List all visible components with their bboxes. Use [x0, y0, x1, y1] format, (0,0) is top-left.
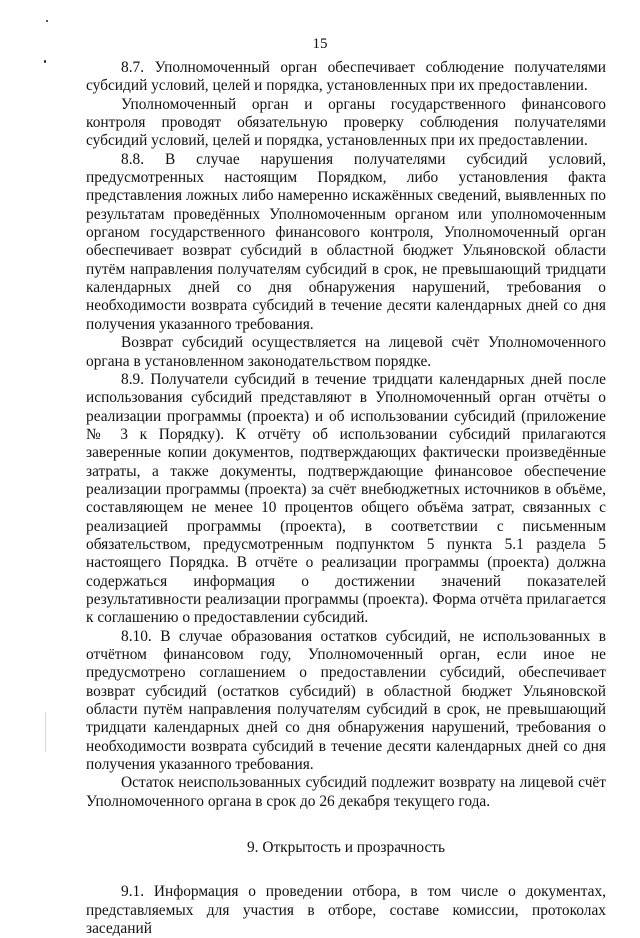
paragraph-8-7: 8.7. Уполномоченный орган обеспечивает соблюдение получателями субсидий условий, целей и порядка, установленных при их предоставлении.: [86, 59, 606, 95]
paragraph-8-8: 8.8. В случае нарушения получателями субсидий условий, предусмотренных настоящим Порядком, либо установления факта представления ложных либо намеренно искажённых сведений, выявленных по результатам проведённых Уполномоченным органом или уполномоченным органом государственного финансового контроля, Уполномоченный орган обеспечивает возврат субсидий в областной бюджет Ульяновской области путём направления получателям субсидий в срок, не превышающий тридцати календарных дней со дня обнаружения нарушений, требования о необходимости возврата субсидий в течение десяти календарных дней со дня получения указанного требования.: [86, 150, 606, 333]
document-body: [86, 59, 606, 938]
paragraph-8-9: 8.9. Получатели субсидий в течение тридцати календарных дней после использования субсидий представляют в Уполномоченный орган отчёты о реализации программы (проекта) и об использовании субсидий (приложение № 3 к Порядку). К отчёту об использовании субсидий прилагаются заверенные копии документов, подтверждающих фактически произведённые затраты, а также документы, подтверждающие финансовое обеспечение реализации программы (проекта) за счёт внебюджетных источников в объёме, составляющем не менее 10 процентов общего объёма затрат, связанных с реализацией программы (проекта), в соответствии с письменным обязательством, предусмотренным подпунктом 5 пункта 5.1 раздела 5 настоящего Порядка. В отчёте о реализации программы (проекта) должна содержаться информация о достижении значений показателей результативности реализации программы (проекта). Форма отчёта прилагается к соглашению о предоставлении субсидий.: [86, 370, 606, 627]
scan-mark-side: [44, 60, 46, 63]
scan-artifact-line: [45, 712, 46, 752]
paragraph-8-8-return: Возврат субсидий осуществляется на лицевой счёт Уполномоченного органа в установленном законодательством порядке.: [86, 334, 606, 370]
paragraph-8-10: 8.10. В случае образования остатков субсидий, не использованных в отчётном финансовом году, Уполномоченный орган, если иное не предусмотрено соглашением о предоставлении субсидий, обеспечивает возврат субсидий (остатков субсидий) в областной бюджет Ульяновской области путём направления получателям субсидий в срок, не превышающий тридцати календарных дней со дня обнаружения нарушений, требования о необходимости возврата субсидий в течение десяти календарных дней со дня получения указанного требования.: [86, 627, 606, 774]
paragraph-8-7-control: Уполномоченный орган и органы государственного финансового контроля проводят обязательную проверку соблюдения получателями субсидий условий, целей и порядка, установленных при их предоставлении.: [86, 95, 606, 150]
section-heading: 9. Открытость и прозрачность: [246, 839, 446, 857]
scan-mark-top: [46, 20, 48, 22]
paragraph-8-10-remainder: Остаток неиспользованных субсидий подлежит возврату на лицевой счёт Уполномоченного органа в срок до 26 декабря текущего года.: [86, 774, 606, 810]
page-number: 15: [312, 36, 328, 52]
paragraph-9-1: 9.1. Информация о проведении отбора, в том числе о документах, представляемых для участия в отборе, составе комиссии, протоколах заседаний: [86, 883, 606, 938]
